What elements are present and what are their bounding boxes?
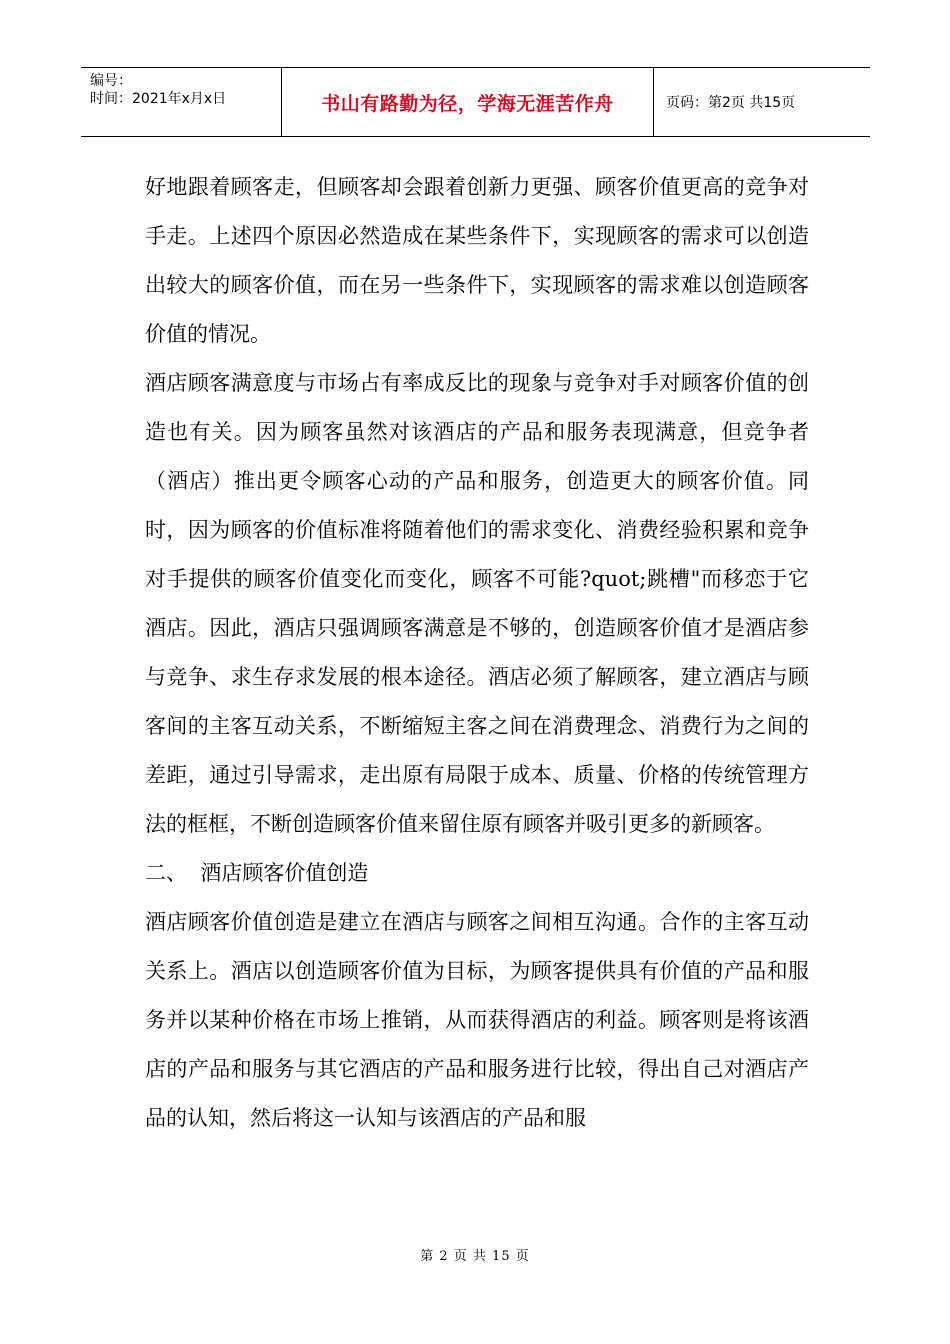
section-heading: 二、 酒店顾客价值创造	[145, 861, 369, 885]
header-motto-cell	[282, 68, 654, 136]
body-paragraph: 酒店顾客价值创造是建立在酒店与顾客之间相互沟通。合作的主客互动关系上。酒店以创造顾客价值为目标，为顾客提供具有价值的产品和服务并以某种价格在市场上推销，从而获得酒店的利益。顾客则是将该酒店的产品和服务与其它酒店的产品和服务进行比较，得出自己对酒店产品的认知，然后将这一认知与该酒店的产品和服	[145, 910, 809, 1130]
header-page-info: 页码：第2页 共15页	[666, 95, 796, 111]
page-footer	[0, 1245, 950, 1264]
page-header	[81, 67, 870, 137]
body-paragraph: 好地跟着顾客走，但顾客却会跟着创新力更强、顾客价值更高的竞争对手走。上述四个原因必然造成在某些条件下，实现顾客的需求可以创造出较大的顾客价值，而在另一些条件下，实现顾客的需求难以创造顾客价值的情况。	[145, 175, 809, 346]
motto-text: 书山有路勤为径，学海无涯苦作舟	[321, 92, 614, 115]
header-page-cell	[654, 68, 870, 136]
footer-page-number: 第 2 页 共 15 页	[420, 1249, 530, 1264]
serial-number-label: 编号：	[90, 73, 132, 89]
header-meta-cell	[81, 68, 282, 136]
body-paragraph: 酒店顾客满意度与市场占有率成反比的现象与竞争对手对顾客价值的创造也有关。因为顾客虽然对该酒店的产品和服务表现满意，但竞争者（酒店）推出更令顾客心动的产品和服务，创造更大的顾客价值。同时，因为顾客的价值标准将随着他们的需求变化、消费经验积累和竞争对手提供的顾客价值变化而变化，顾客不可能?quot;跳槽"而移恋于它酒店。因此，酒店只强调顾客满意是不够的，创造顾客价值才是酒店参与竞争、求生存求发展的根本途径。酒店必须了解顾客，建立酒店与顾客间的主客互动关系，不断缩短主客之间在消费理念、消费行为之间的差距，通过引导需求，走出原有局限于成本、质量、价格的传统管理方法的框框，不断创造顾客价值来留住原有顾客并吸引更多的新顾客。	[145, 371, 809, 836]
date-label: 时间：2021年x月x日	[90, 91, 227, 107]
document-body	[145, 163, 809, 1143]
